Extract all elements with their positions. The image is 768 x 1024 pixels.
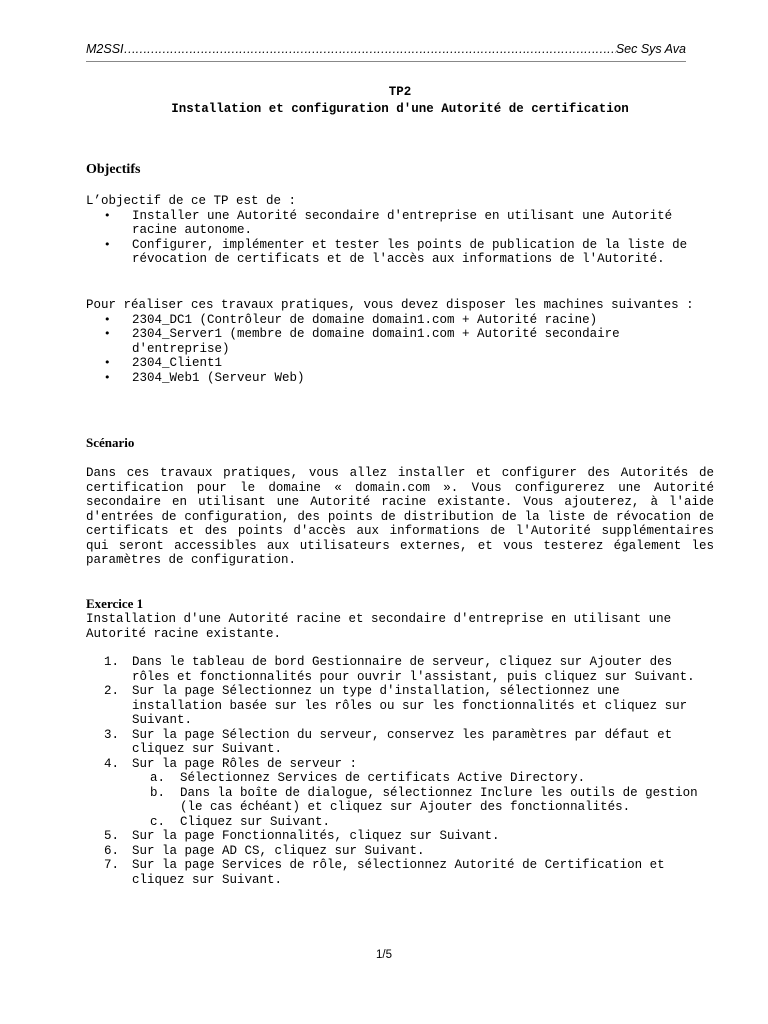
step-number: 7. <box>104 858 120 872</box>
step-text: Sur la page AD CS, cliquez sur Suivant. <box>132 843 425 858</box>
exercise-subtitle: Installation d'une Autorité racine et secondaire d'entreprise en utilisant une Autorité racine existante. <box>86 612 672 641</box>
machines-list <box>86 313 714 386</box>
step-number: 4. <box>104 756 120 771</box>
step-text: Sur la page Sélectionnez un type d'installation, sélectionnez une installation basée sur les rôles ou sur les fonctionnalités et cliquez sur Suivant. <box>132 684 688 727</box>
step-text: Sur la page Fonctionnalités, cliquez sur Suivant. <box>132 829 500 843</box>
objectives-list <box>86 209 714 267</box>
step-number: 6. <box>104 843 120 858</box>
step-text: Dans le tableau de bord Gestionnaire de serveur, cliquez sur Ajouter des rôles et fonctionnalités pour ouvrir l'assistant, puis cliquez sur Suivant. <box>132 655 695 684</box>
machine-item: • 2304_Server1 (membre de domaine domain1.com + Autorité secondaire d'entreprise) <box>86 327 714 356</box>
substep-text: Dans la boîte de dialogue, sélectionnez Inclure les outils de gestion (le cas échéant) et cliquez sur Ajouter des fonctionnalités. <box>180 785 698 814</box>
scenario-heading: Scénario <box>86 435 135 450</box>
substep-item <box>86 771 714 786</box>
page-number: 1/5 <box>376 949 392 961</box>
header-left: M2SSI <box>86 42 124 56</box>
substep-text: Sélectionnez Services de certificats Active Directory. <box>180 771 586 785</box>
step-text: Sur la page Sélection du serveur, conservez les paramètres par défaut et cliquez sur Suivant. <box>132 727 673 756</box>
step-item <box>86 844 714 859</box>
step-text: Sur la page Services de rôle, sélectionnez Autorité de Certification et cliquez sur Suivant. <box>132 858 665 887</box>
machine-item: • 2304_Client1 <box>86 356 714 371</box>
step-item <box>86 858 714 887</box>
substep-text: Cliquez sur Suivant. <box>180 814 331 829</box>
header-rule <box>86 61 686 62</box>
substep-letter: c. <box>150 814 166 829</box>
scenario-text: Dans ces travaux pratiques, vous allez installer et configurer des Autorités de certification pour le domaine « domain.com ». Vous configurerez une Autorité secondaire en utilisant une Autorité racine existante. Vous ajouterez, à l'aide d'entrées de configuration, des points de distribution de la liste de révocation de certificats et des points d'accès aux informations de l'Autorité supplémentaires qui seront accessibles aux utilisateurs externes, et vous testerez également les paramètres de configuration. <box>86 466 714 567</box>
step-item <box>86 728 714 757</box>
header-right: Sec Sys Ava <box>615 42 686 56</box>
objectives-section <box>86 194 714 267</box>
substeps-list <box>132 771 714 829</box>
substep-letter: a. <box>150 771 166 785</box>
doc-title: TP2 <box>388 85 412 99</box>
exercise-heading: Exercice 1 <box>86 596 144 611</box>
header-dot-leader <box>124 42 616 56</box>
doc-subtitle: Installation et configuration d'une Autorité de certification <box>171 102 629 116</box>
exercise-steps <box>86 655 714 887</box>
substep-item <box>86 786 714 815</box>
machines-intro: Pour réaliser ces travaux pratiques, vous devez disposer les machines suivantes : <box>86 298 694 312</box>
step-item <box>86 829 714 844</box>
objectives-heading: Objectifs <box>86 162 141 177</box>
page-header <box>86 42 686 56</box>
substep-item <box>86 815 714 830</box>
step-number: 2. <box>104 684 120 698</box>
substep-letter: b. <box>150 785 166 800</box>
step-number: 5. <box>104 829 120 843</box>
objectives-intro: L’objectif de ce TP est de : <box>86 194 297 208</box>
step-number: 3. <box>104 727 120 742</box>
step-item <box>86 655 714 684</box>
objective-item: • Installer une Autorité secondaire d'entreprise en utilisant une Autorité racine autonome. <box>86 209 714 238</box>
machines-section <box>86 298 714 385</box>
steps-list <box>86 655 714 887</box>
step-number: 1. <box>104 655 120 669</box>
machine-item: • 2304_DC1 (Contrôleur de domaine domain1.com + Autorité racine) <box>86 313 714 328</box>
step-item <box>86 757 714 830</box>
machine-item: • 2304_Web1 (Serveur Web) <box>86 371 714 386</box>
step-text: Sur la page Rôles de serveur : <box>132 756 358 771</box>
objective-item: • Configurer, implémenter et tester les points de publication de la liste de révocation de certificats et de l'accès aux informations de l'Autorité. <box>86 238 714 267</box>
step-item <box>86 684 714 728</box>
